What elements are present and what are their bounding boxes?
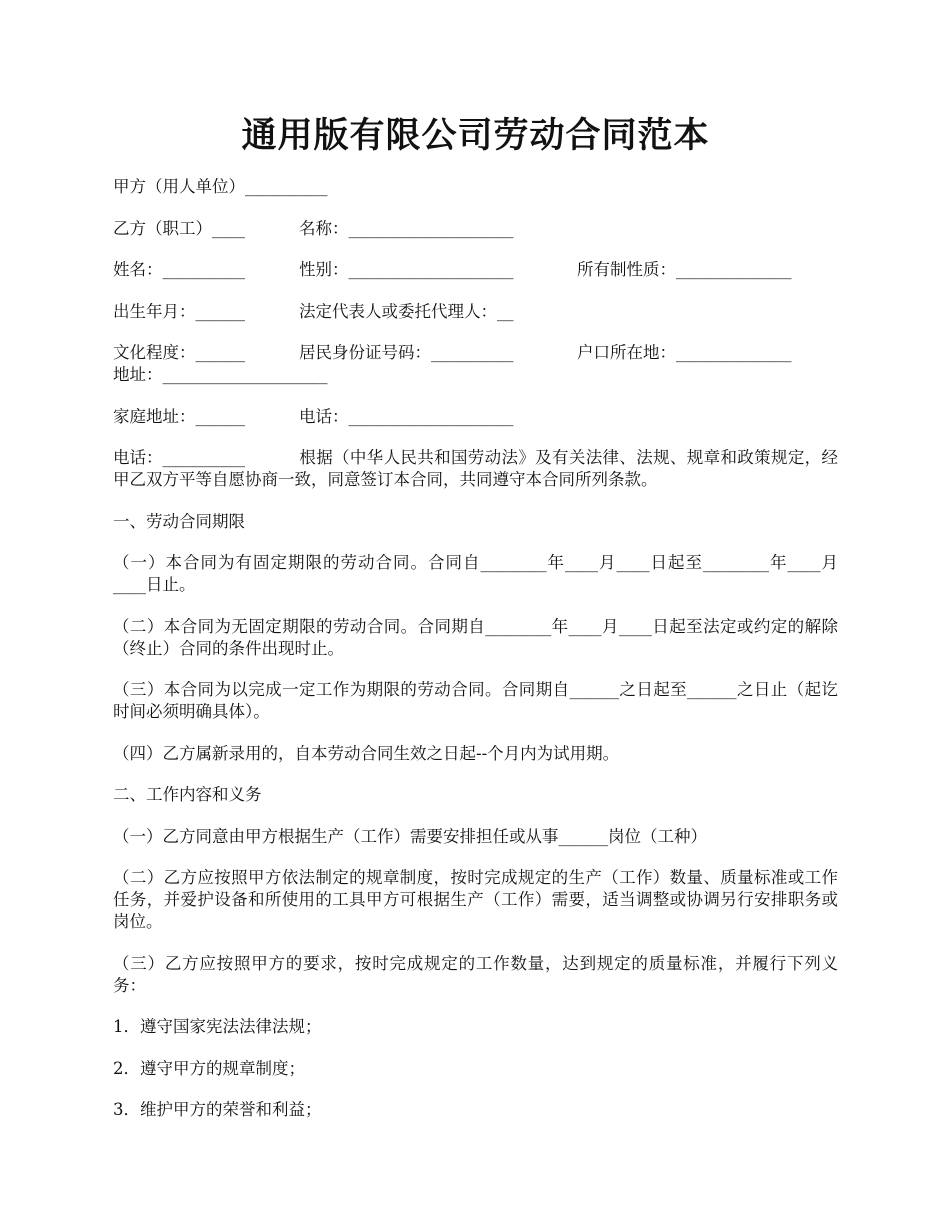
clause-paragraph: （二）本合同为无固定期限的劳动合同。合同期自________年____月____日起至法定或约定的解除（终止）合同的条件出现时止。 [113, 616, 838, 658]
document-body [113, 176, 838, 1121]
clause-paragraph: （二）乙方应按照甲方依法制定的规章制度，按时完成规定的生产（工作）数量、质量标准或工作任务，并爱护设备和所使用的工具甲方可根据生产（工作）需要，适当调整或协调另行安排职务或岗位。 [113, 868, 838, 931]
gender-field: 性别：____________________ [299, 260, 514, 279]
home-address-line [113, 406, 838, 428]
org-name-field: 名称：____________________ [299, 218, 514, 238]
phone-field-1: 电话：____________________ [299, 406, 514, 426]
birth-field: 出生年月：______ [113, 301, 245, 321]
intro-text: 根据（中华人民共和国劳动法》及有关法律、法规、规章和政策规定，经甲乙双方平等自愿协商一致，同意签订本合同，共同遵守本合同所列条款。 [113, 448, 838, 489]
section-heading: 二、工作内容和义务 [113, 785, 262, 804]
clause-paragraph: （三）本合同为以完成一定工作为期限的劳动合同。合同期自______之日起至______之日止（起讫时间必须明确具体）。 [113, 680, 838, 721]
document-title: 通用版有限公司劳动合同范本 [241, 115, 710, 156]
clause-paragraph: （一）乙方同意由甲方根据生产（工作）需要安排担任或从事______岗位（工种） [113, 826, 707, 846]
education-block [113, 342, 838, 386]
party-a-field: 甲方（用人单位）__________ [113, 177, 328, 196]
home-address-field: 家庭地址：______ [113, 406, 245, 426]
clause-paragraph: （四）乙方属新录用的，自本劳动合同生效之日起--个月内为试用期。 [113, 743, 620, 763]
ownership-field: 所有制性质：______________ [577, 260, 792, 279]
clause-paragraph: （一）本合同为有固定期限的劳动合同。合同自________年____月____日起至________年____月____日止。 [113, 553, 838, 594]
list-item: 1．遵守国家宪法法律法规； [113, 1017, 322, 1036]
intro-paragraph [113, 447, 838, 491]
hukou-field: 户口所在地：______________ [577, 343, 792, 362]
education-field: 文化程度：______ [113, 343, 245, 362]
id-number-field: 居民身份证号码：__________ [299, 343, 514, 362]
phone-field-2: 电话：__________ [113, 448, 245, 467]
list-item: 3．维护甲方的荣誉和利益； [113, 1100, 322, 1119]
birth-line [113, 301, 838, 323]
list-item: 2．遵守甲方的规章制度； [113, 1058, 305, 1078]
party-a-line [113, 176, 838, 198]
party-b-field: 乙方（职工）____ [113, 218, 245, 238]
party-b-line [113, 218, 838, 240]
legal-rep-field: 法定代表人或委托代理人：__ [299, 301, 514, 321]
clause-paragraph: （三）乙方应按照甲方的要求，按时完成规定的工作数量，达到规定的质量标准，并履行下列义务： [113, 953, 838, 995]
name-line [113, 259, 838, 281]
section-heading: 一、劳动合同期限 [113, 511, 245, 531]
address-field: 地址：____________________ [113, 365, 328, 384]
name-field: 姓名：__________ [113, 260, 245, 279]
